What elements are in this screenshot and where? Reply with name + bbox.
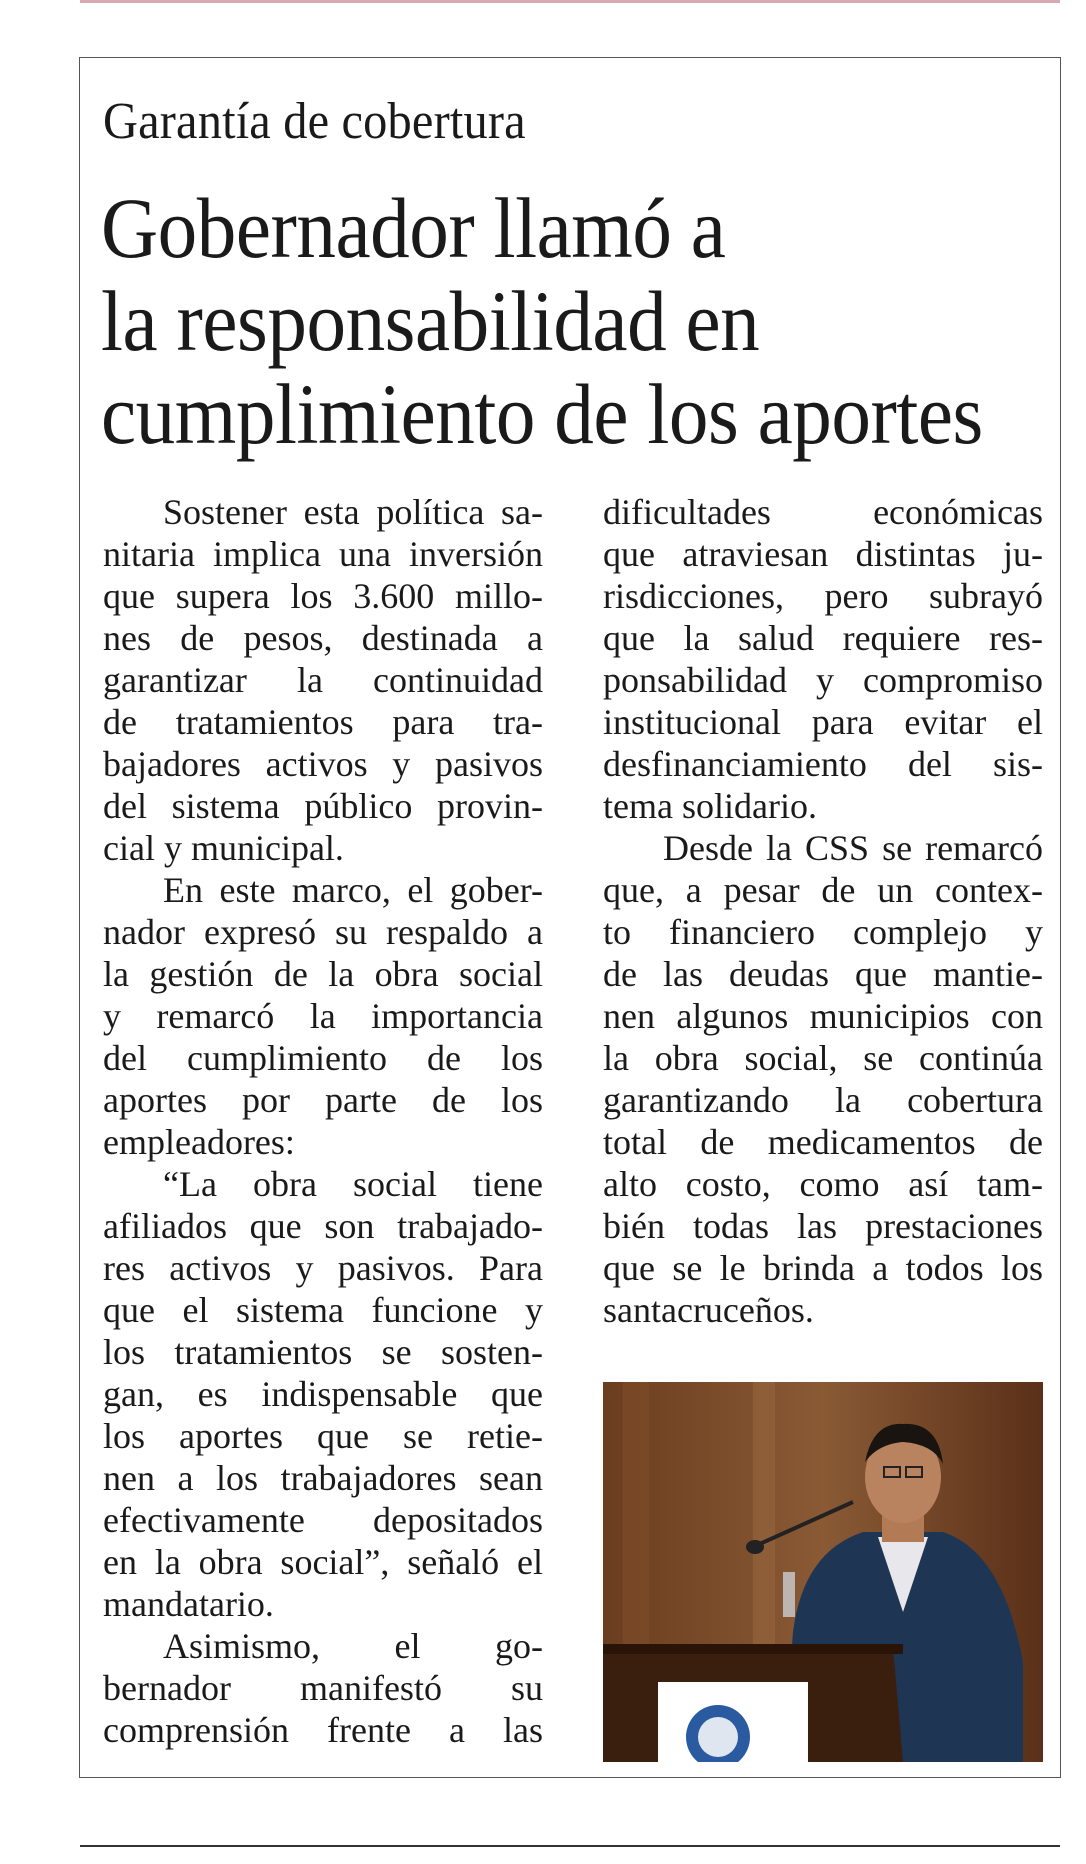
body-line: aportes por parte de los <box>103 1080 543 1120</box>
body-line: y remarcó la importancia <box>103 996 543 1036</box>
body-line: que atraviesan distintas ju- <box>603 534 1043 574</box>
body-line: los aportes que se retie- <box>103 1416 543 1456</box>
body-line: bernador manifestó su <box>103 1668 543 1708</box>
body-line: que, a pesar de un contex- <box>603 870 1043 910</box>
body-line: bién todas las prestaciones <box>603 1206 1043 1246</box>
body-column-left <box>103 491 543 1751</box>
headline-line: Gobernador llamó a <box>101 180 726 276</box>
top-accent-rule <box>80 0 1060 3</box>
body-line: total de medicamentos de <box>603 1122 1043 1162</box>
body-line: la gestión de la obra social <box>103 954 543 994</box>
body-line: risdicciones, pero subrayó <box>603 576 1043 616</box>
governor-speaking-photo <box>603 1382 1043 1762</box>
body-line: efectivamente depositados <box>103 1500 543 1540</box>
body-line: Desde la CSS se remarcó <box>663 828 1043 868</box>
body-line: desfinanciamiento del sis- <box>603 744 1043 784</box>
body-line: nen algunos municipios con <box>603 996 1043 1036</box>
body-line: mandatario. <box>103 1584 274 1624</box>
body-line: “La obra social tiene <box>163 1164 543 1204</box>
article-photo <box>603 1382 1043 1762</box>
body-line: tema solidario. <box>603 786 817 826</box>
headline-line: la responsabilidad en <box>101 273 760 369</box>
body-line: garantizando la cobertura <box>603 1080 1043 1120</box>
body-line: la obra social, se continúa <box>603 1038 1043 1078</box>
body-line: garantizar la continuidad <box>103 660 543 700</box>
body-line: res activos y pasivos. Para <box>103 1248 543 1288</box>
body-line: que la salud requiere res- <box>603 618 1043 658</box>
body-line: que se le brinda a todos los <box>603 1248 1043 1288</box>
body-line: que supera los 3.600 millo- <box>103 576 543 616</box>
body-line: comprensión frente a las <box>103 1710 543 1750</box>
body-line: gan, es indispensable que <box>103 1374 543 1414</box>
body-line: nen a los trabajadores sean <box>103 1458 543 1498</box>
body-line: que el sistema funcione y <box>103 1290 543 1330</box>
body-line: los tratamientos se sosten- <box>103 1332 543 1372</box>
body-line: de tratamientos para tra- <box>103 702 543 742</box>
body-column-right <box>603 491 1043 1331</box>
body-line: to financiero complejo y <box>603 912 1043 952</box>
bottom-rule <box>80 1845 1060 1847</box>
body-line: ponsabilidad y compromiso <box>603 660 1043 700</box>
body-line: nador expresó su respaldo a <box>103 912 543 952</box>
body-line: alto costo, como así tam- <box>603 1164 1043 1204</box>
body-line: dificultades económicas <box>603 492 1043 532</box>
body-line: nes de pesos, destinada a <box>103 618 543 658</box>
body-line: del sistema público provin- <box>103 786 543 826</box>
article-kicker: Garantía de cobertura <box>103 93 526 150</box>
body-line: afiliados que son trabajado- <box>103 1206 543 1246</box>
article-headline <box>101 182 983 461</box>
body-line: institucional para evitar el <box>603 702 1043 742</box>
body-line: bajadores activos y pasivos <box>103 744 543 784</box>
body-line: en la obra social”, señaló el <box>103 1542 543 1582</box>
body-line: nitaria implica una inversión <box>103 534 543 574</box>
body-line: santacruceños. <box>603 1290 814 1330</box>
body-line: Asimismo, el go- <box>163 1626 543 1666</box>
body-line: Sostener esta política sa- <box>163 492 543 532</box>
body-line: En este marco, el gober- <box>163 870 543 910</box>
headline-line: cumplimiento de los aportes <box>101 366 983 462</box>
body-line: del cumplimiento de los <box>103 1038 543 1078</box>
body-line: empleadores: <box>103 1122 295 1162</box>
body-line: cial y municipal. <box>103 828 344 868</box>
body-line: de las deudas que mantie- <box>603 954 1043 994</box>
